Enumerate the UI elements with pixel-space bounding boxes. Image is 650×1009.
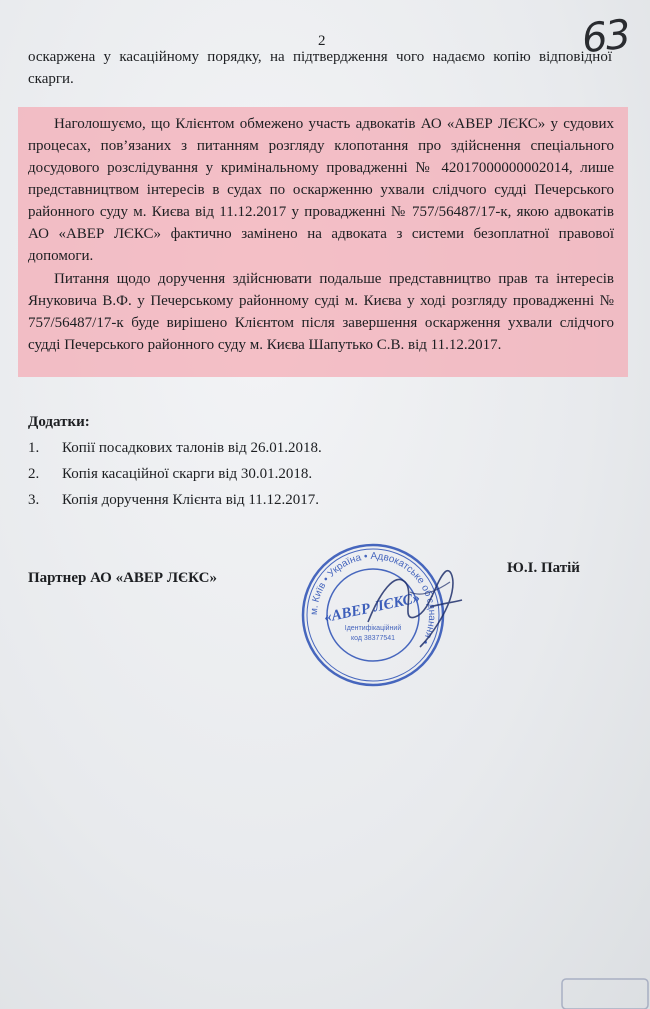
stamp-ring-text: м. Київ • Україна • Адвокатське об'єднання • [308,550,438,647]
handwritten-page-mark: 63 [579,11,632,63]
highlighted-paragraph-1: Наголошуємо, що Клієнтом обмежено участь адвокатів АО «АВЕР ЛЄКС» у судових процесах, пов’язаних з питанням розгляду клопотання про здійснення спеціального досудового розслідування у кримінальному провадженні № 42017000000002014, лише представництвом інтересів в судах по оскарженню ухвали слідчого судді Печерського районного суду м. Києва від 11.12.2017 у провадженні № 757/56487/17-к, якою адвокатів АО «АВЕР ЛЄКС» фактично замінено на адвоката з системи безоплатної правової допомоги. [28,116,614,264]
handwritten-signature [360,552,470,662]
corner-stamp-fragment [560,975,650,1009]
list-item-number: 3. [28,492,40,508]
attachments-title: Додатки: [28,414,90,430]
list-item-text: Копія доручення Клієнта від 11.12.2017. [62,492,320,508]
list-item-text: Копії посадкових талонів від 26.01.2018. [62,440,322,456]
attachments-list [28,437,322,515]
signer-name: Ю.І. Патій [507,560,580,576]
list-item [28,437,322,463]
list-item [28,463,322,489]
list-item [28,489,322,515]
stamp-id-code: код 38377541 [350,635,396,642]
page-number: 2 [318,33,326,49]
list-item-number: 1. [28,440,40,456]
list-item-text: Копія касаційної скарги від 30.01.2018. [62,466,313,482]
partner-label: Партнер АО «АВЕР ЛЄКС» [28,570,218,586]
highlighted-paragraph-2: Питання щодо доручення здійснювати подальше представництво прав та інтересів Януковича В.Ф. у Печерському районному суді м. Києва у ході розгляду провадженні № 757/56487/17-к буде вирішено Клієнтом після завершення оскарження ухвали слідчого судді Печерського районного суду м. Києва Шапутько С.В. від 11.12.2017. [28,271,614,353]
stamp-id-label: Ідентифікаційний [344,625,402,632]
list-item-number: 2. [28,466,40,482]
paragraph-top: оскаржена у касаційному порядку, на підтвердження чого надаємо копію відповідної скарги. [28,49,612,87]
stamp-center-text: «АВЕР ЛЄКС» [322,590,422,627]
